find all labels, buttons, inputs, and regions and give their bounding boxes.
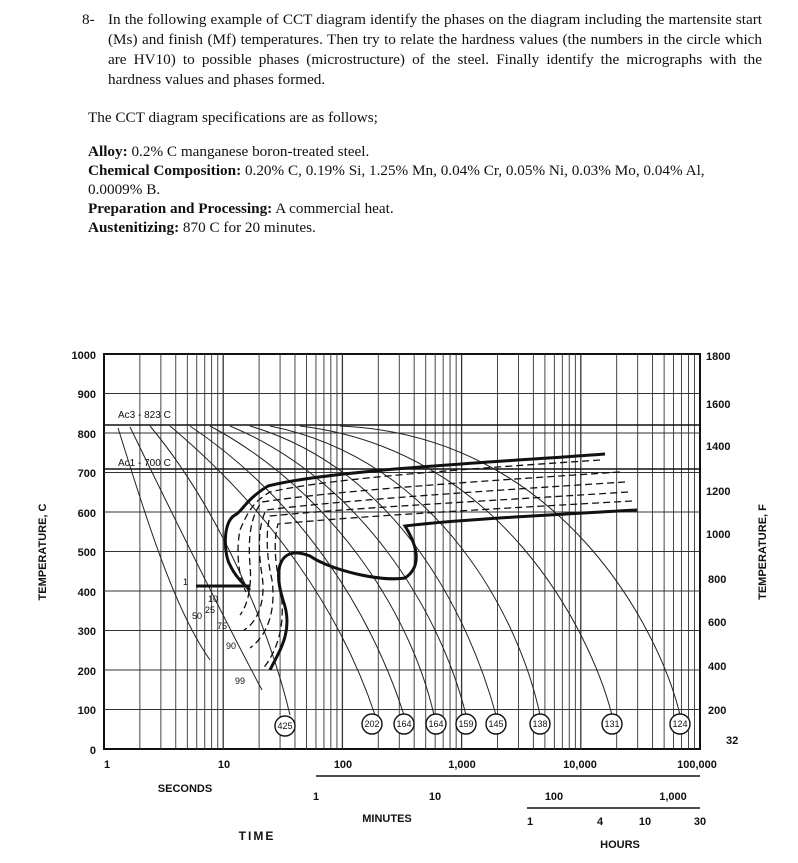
tick-m-10: 10 bbox=[428, 791, 442, 803]
tick-f-1800: 1800 bbox=[706, 351, 731, 363]
tick-s-100000: 100,000 bbox=[677, 759, 717, 771]
percent-90: 90 bbox=[226, 641, 237, 651]
tick-c-300: 300 bbox=[77, 626, 96, 638]
y-left-label: TEMPERATURE, C bbox=[37, 503, 49, 601]
hours-label: HOURS bbox=[600, 839, 640, 851]
tick-f-600: 600 bbox=[708, 617, 727, 629]
preparation-value: A commercial heat. bbox=[275, 200, 394, 217]
austenitizing-value: 870 C for 20 minutes. bbox=[182, 219, 316, 236]
spec-intro: The CCT diagram specifications are as follows; bbox=[88, 109, 378, 126]
finish-curve bbox=[270, 510, 637, 670]
y-right-label: TEMPERATURE, F bbox=[757, 504, 769, 600]
hardness-131: 131 bbox=[604, 719, 620, 729]
tick-f-1000: 1000 bbox=[706, 529, 731, 541]
spec-preparation bbox=[88, 199, 738, 218]
tick-c-800: 800 bbox=[77, 429, 96, 441]
austenitizing-label: Austenitizing: bbox=[88, 219, 180, 236]
hardness-circle bbox=[456, 714, 476, 734]
hardness-164a: 164 bbox=[396, 719, 412, 729]
percent-1: 1 bbox=[183, 577, 189, 587]
hardness-circle bbox=[394, 714, 414, 734]
tick-c-200: 200 bbox=[77, 666, 96, 678]
tick-c-100: 100 bbox=[77, 705, 96, 717]
ac1-label: Ac1 - 700 C bbox=[118, 458, 171, 469]
tick-c-0: 0 bbox=[89, 745, 96, 757]
tick-f-1600: 1600 bbox=[706, 399, 731, 411]
celsius-axis bbox=[72, 350, 96, 757]
tick-h-1: 1 bbox=[526, 816, 534, 828]
tick-s-1000: 1,000 bbox=[448, 759, 476, 771]
spec-alloy bbox=[88, 142, 738, 161]
tick-h-30: 30 bbox=[693, 816, 707, 828]
grid bbox=[104, 354, 700, 749]
tick-s-100: 100 bbox=[333, 759, 353, 771]
hardness-124: 124 bbox=[672, 719, 688, 729]
hardness-circle bbox=[426, 714, 446, 734]
composition-value: 0.20% C, 0.19% Si, 1.25% Mn, 0.04% Cr, 0.05% Ni, 0.03% Mo, 0.04% Al, 0.0009% B. bbox=[88, 162, 705, 198]
cct-diagram bbox=[0, 330, 798, 863]
tick-c-700: 700 bbox=[77, 468, 96, 480]
tick-c-500: 500 bbox=[77, 547, 96, 559]
tick-s-1: 1 bbox=[103, 759, 111, 771]
tick-f-400: 400 bbox=[708, 661, 727, 673]
tick-m-1000: 1,000 bbox=[659, 791, 687, 803]
hardness-145: 145 bbox=[488, 719, 504, 729]
specifications bbox=[88, 142, 738, 237]
question-number: 8- bbox=[82, 11, 95, 28]
tick-c-1000: 1000 bbox=[71, 350, 96, 362]
tick-c-600: 600 bbox=[77, 508, 96, 520]
tick-h-4: 4 bbox=[596, 816, 604, 828]
seconds-axis bbox=[104, 759, 717, 771]
hardness-202: 202 bbox=[364, 719, 380, 729]
alloy-value: 0.2% C manganese boron-treated steel. bbox=[131, 143, 370, 160]
question-text: In the following example of CCT diagram identify the phases on the diagram including the martensite start (Ms) and finish (Mf) temperatures. Then try to relate the hardness values (the numbers in the circle which are HV10) to possible phases (microstructure) of the steel. Finally identify the micrographs with the hardness values and phases formed. bbox=[108, 11, 762, 88]
tick-s-10000: 10,000 bbox=[563, 759, 597, 771]
percent-25: 25 bbox=[205, 605, 216, 615]
percent-curve bbox=[262, 501, 632, 670]
tick-s-10: 10 bbox=[217, 759, 231, 771]
tick-c-400: 400 bbox=[77, 587, 96, 599]
hardness-circle bbox=[602, 714, 622, 734]
tick-f-1400: 1400 bbox=[706, 441, 731, 453]
tick-f-200: 200 bbox=[708, 705, 727, 717]
minutes-axis bbox=[313, 791, 687, 803]
hours-axis bbox=[527, 816, 706, 828]
hardness-425: 425 bbox=[277, 721, 293, 731]
minutes-label: MINUTES bbox=[362, 813, 412, 825]
tick-f-1200: 1200 bbox=[706, 486, 731, 498]
ac3-label: Ac3 - 823 C bbox=[118, 410, 171, 421]
tick-f-32: 32 bbox=[726, 735, 739, 747]
hardness-circle bbox=[362, 714, 382, 734]
hardness-164b: 164 bbox=[428, 719, 444, 729]
tick-c-900: 900 bbox=[77, 389, 96, 401]
tick-h-10: 10 bbox=[638, 816, 652, 828]
question-block bbox=[82, 10, 762, 90]
time-label: TIME bbox=[238, 829, 276, 843]
alloy-label: Alloy: bbox=[88, 143, 128, 160]
composition-label: Chemical Composition: bbox=[88, 162, 242, 179]
percent-75: 75 bbox=[217, 621, 228, 631]
tick-m-100: 100 bbox=[544, 791, 564, 803]
seconds-label: SECONDS bbox=[157, 783, 213, 795]
hardness-138: 138 bbox=[532, 719, 548, 729]
preparation-label: Preparation and Processing: bbox=[88, 200, 273, 217]
percent-10: 10 bbox=[208, 594, 219, 604]
percent-curve bbox=[240, 472, 620, 615]
hardness-circle bbox=[670, 714, 690, 734]
percent-99: 99 bbox=[235, 676, 246, 686]
hardness-159: 159 bbox=[458, 719, 474, 729]
tick-m-1: 1 bbox=[312, 791, 320, 803]
fahrenheit-axis bbox=[706, 351, 738, 747]
spec-austenitizing bbox=[88, 218, 738, 237]
hardness-circle bbox=[275, 716, 295, 736]
hardness-circle bbox=[530, 714, 550, 734]
hardness-circle bbox=[486, 714, 506, 734]
tick-f-800: 800 bbox=[708, 574, 727, 586]
spec-composition bbox=[88, 161, 738, 199]
percent-50: 50 bbox=[192, 611, 203, 621]
